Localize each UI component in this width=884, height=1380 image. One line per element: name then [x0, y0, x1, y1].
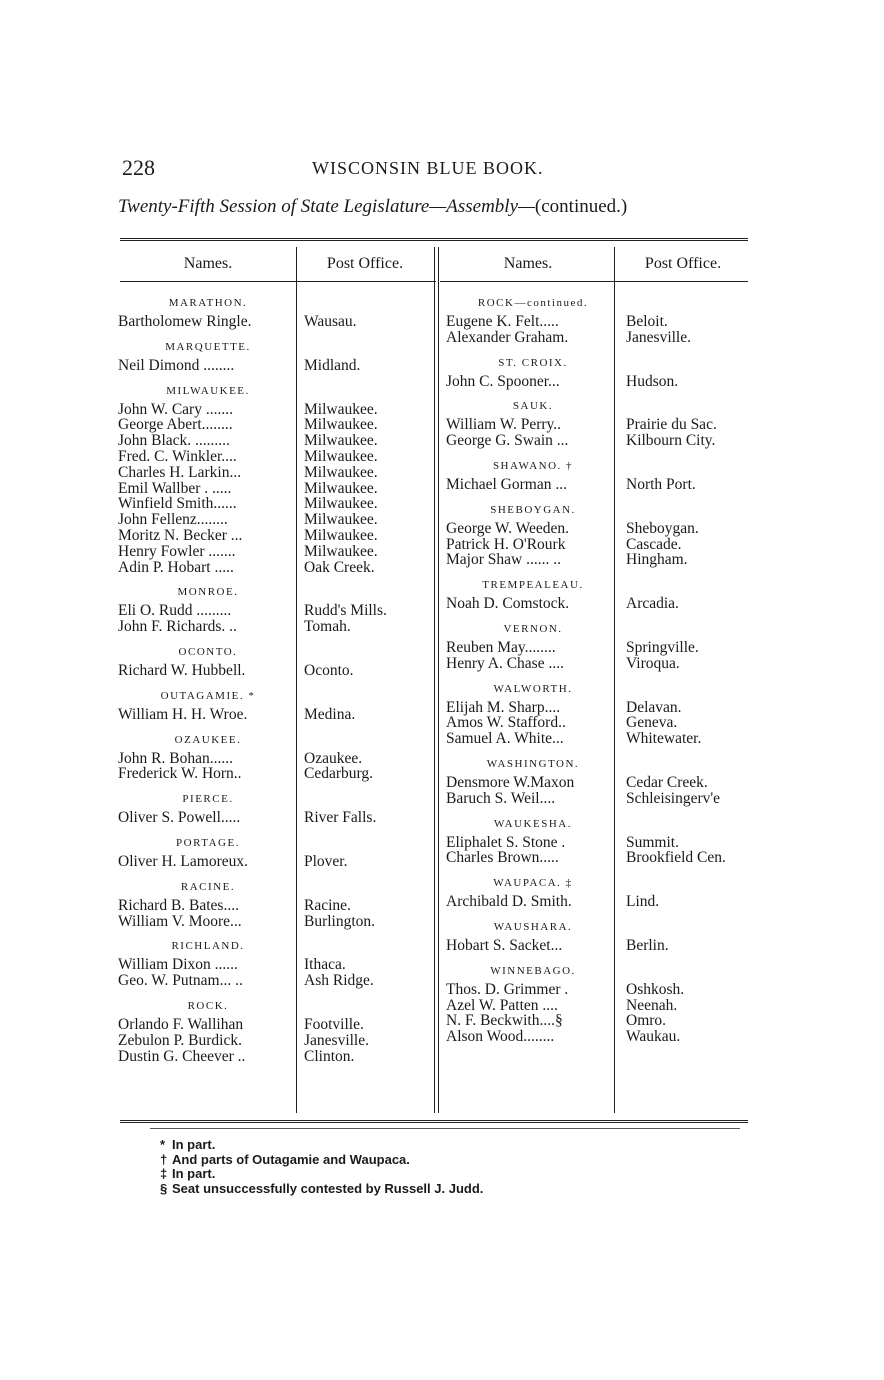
member-row	[446, 330, 752, 346]
member-name: Moritz N. Becker ...	[118, 526, 243, 544]
subtitle-text: Twenty-Fifth Session of State Legislature—Assembly—	[118, 196, 535, 217]
member-name: Neil Dimond ........	[118, 356, 235, 374]
post-office: Arcadia.	[626, 595, 679, 613]
post-office: Oshkosh.	[626, 980, 685, 998]
post-office: Rudd's Mills.	[304, 602, 387, 620]
member-row	[446, 640, 752, 656]
member-row	[118, 528, 418, 544]
county-heading: RICHLAND.	[171, 940, 245, 953]
member-name: Eliphalet S. Stone .	[446, 833, 566, 851]
member-name: Eli O. Rudd .........	[118, 602, 232, 620]
member-name: Henry Fowler .......	[118, 542, 236, 560]
footnote-mark: §	[160, 1180, 168, 1196]
member-row	[446, 374, 752, 390]
member-row	[446, 775, 752, 791]
header-rule-left	[120, 281, 436, 282]
group-spacer	[446, 1045, 752, 1051]
county-heading: ROCK—continued.	[477, 297, 589, 309]
page-header	[122, 155, 747, 183]
member-row	[118, 619, 418, 635]
post-office: Prairie du Sac.	[626, 416, 717, 434]
footnote-text: And parts of Outagamie and Waupaca.	[172, 1151, 410, 1167]
member-row	[118, 1033, 418, 1049]
post-office: Janesville.	[626, 328, 691, 346]
post-office: Milwaukee.	[304, 526, 378, 544]
county-heading: WAUKESHA.	[494, 817, 572, 830]
post-office: Wausau.	[304, 313, 357, 330]
bottom-rule	[120, 1120, 748, 1123]
member-name: Winfield Smith......	[118, 495, 237, 513]
member-name: Patrick H. O'Rourk	[446, 535, 566, 553]
post-office: Janesville.	[304, 1031, 369, 1049]
post-office: Milwaukee.	[304, 511, 378, 529]
post-office: Cascade.	[626, 535, 682, 553]
member-row	[118, 314, 418, 330]
member-row	[118, 751, 418, 767]
member-row	[118, 358, 418, 374]
county-heading: SHEBOYGAN.	[490, 503, 576, 516]
member-row	[118, 707, 418, 723]
member-row	[446, 521, 752, 537]
post-office: Oconto.	[304, 661, 354, 679]
member-name: Geo. W. Putnam... ..	[118, 972, 243, 990]
county-heading: SAUK.	[512, 400, 554, 413]
post-office: Ash Ridge.	[304, 972, 374, 990]
group-spacer	[118, 1064, 418, 1070]
member-row	[446, 552, 752, 568]
post-office: Ozaukee.	[304, 749, 363, 767]
county-heading: OCONTO.	[178, 645, 238, 658]
post-office: Neenah.	[626, 996, 678, 1014]
footnote-mark: *	[160, 1137, 166, 1152]
member-row	[446, 656, 752, 672]
post-office: Milwaukee.	[304, 432, 378, 450]
member-name: Charles H. Larkin...	[118, 463, 242, 481]
member-name: John Fellenz........	[118, 511, 228, 529]
member-row	[118, 914, 418, 930]
page-number: 228	[122, 155, 155, 180]
bottom-rule-thin	[150, 1128, 740, 1129]
footnote	[160, 1153, 483, 1168]
member-row	[446, 850, 752, 866]
footnote-mark: ‡	[160, 1166, 168, 1181]
member-name: George G. Swain ...	[446, 432, 569, 450]
post-office: Milwaukee.	[304, 495, 378, 513]
member-row	[118, 449, 418, 465]
member-row	[446, 537, 752, 553]
col-header-po-left: Post Office.	[326, 255, 404, 272]
post-office: Cedar Creek.	[626, 773, 708, 791]
member-name: Zebulon P. Burdick.	[118, 1031, 242, 1049]
col-header-names-right: Names.	[503, 255, 553, 272]
footnote-text: In part.	[172, 1166, 216, 1181]
footnote-mark: †	[160, 1151, 168, 1167]
member-name: Frederick W. Horn..	[118, 765, 242, 783]
post-office: Whitewater.	[626, 730, 702, 748]
member-name: William H. H. Wroe.	[118, 705, 248, 723]
left-column	[118, 292, 418, 1070]
member-row	[118, 898, 418, 914]
member-name: Major Shaw ...... ..	[446, 551, 561, 569]
table-subtitle	[118, 196, 627, 218]
member-name: John W. Cary .......	[118, 400, 233, 418]
post-office: Clinton.	[304, 1047, 355, 1065]
county-heading: OZAUKEE.	[174, 733, 242, 746]
member-row	[446, 314, 752, 330]
post-office: Racine.	[304, 896, 351, 914]
post-office: Milwaukee.	[304, 416, 378, 434]
post-office: Schleisingerv'e	[626, 789, 721, 807]
member-name: Fred. C. Winkler....	[118, 447, 237, 465]
county-heading: VERNON.	[503, 622, 563, 635]
county-heading: OUTAGAMIE. *	[160, 689, 256, 702]
member-name: Alson Wood........	[446, 1028, 555, 1046]
member-row	[118, 560, 418, 576]
post-office: Footville.	[304, 1015, 364, 1033]
member-row	[446, 982, 752, 998]
post-office: Brookfield Cen.	[626, 849, 726, 867]
member-row	[118, 465, 418, 481]
post-office: Milwaukee.	[304, 463, 378, 481]
member-name: N. F. Beckwith....§	[446, 1012, 563, 1030]
county-heading: WINNEBAGO.	[490, 964, 576, 977]
post-office: Ithaca.	[304, 956, 346, 974]
post-office: Summit.	[626, 833, 679, 851]
post-office: Oak Creek.	[304, 558, 375, 576]
member-row	[446, 1029, 752, 1045]
member-row	[118, 603, 418, 619]
member-row	[446, 894, 752, 910]
member-row	[118, 854, 418, 870]
footnote-text: Seat unsuccessfully contested by Russell J. Judd.	[172, 1180, 484, 1196]
header-rule-right	[440, 281, 748, 282]
member-name: Richard W. Hubbell.	[118, 661, 246, 679]
post-office: Sheboygan.	[626, 519, 699, 537]
county-heading: WAUSHARA.	[493, 920, 573, 933]
member-row	[446, 731, 752, 747]
member-name: Oliver H. Lamoreux.	[118, 852, 248, 870]
member-row	[118, 544, 418, 560]
member-row	[446, 596, 752, 612]
member-name: William W. Perry..	[446, 416, 562, 434]
post-office: Springville.	[626, 638, 699, 656]
member-row	[118, 957, 418, 973]
member-row	[118, 766, 418, 782]
member-name: Emil Wallber . .....	[118, 479, 232, 497]
post-office: Lind.	[626, 893, 660, 911]
member-name: William V. Moore...	[118, 912, 242, 930]
member-name: John C. Spooner...	[446, 372, 560, 390]
post-office: Viroqua.	[626, 654, 680, 672]
post-office: River Falls.	[304, 809, 377, 827]
member-name: Elijah M. Sharp....	[446, 698, 561, 716]
county-heading: MILWAUKEE.	[166, 384, 250, 397]
footnote	[160, 1138, 483, 1153]
county-heading: PORTAGE.	[176, 836, 240, 849]
footnote	[160, 1182, 483, 1197]
member-name: John F. Richards. ..	[118, 618, 237, 636]
col-header-names-left: Names.	[183, 255, 233, 272]
member-name: Thos. D. Grimmer .	[446, 980, 569, 998]
county-heading: ST. CROIX.	[498, 356, 568, 369]
member-name: Charles Brown.....	[446, 849, 559, 867]
county-heading: MONROE.	[177, 586, 239, 599]
member-row	[446, 417, 752, 433]
member-name: Hobart S. Sacket...	[446, 936, 563, 954]
member-name: Henry A. Chase ....	[446, 654, 564, 672]
county-heading: SHAWANO. †	[492, 459, 574, 472]
post-office: Geneva.	[626, 714, 678, 732]
book-title: WISCONSIN BLUE BOOK.	[312, 158, 544, 178]
member-name: Noah D. Comstock.	[446, 595, 570, 613]
member-row	[446, 477, 752, 493]
post-office: Milwaukee.	[304, 447, 378, 465]
post-office: Kilbourn City.	[626, 432, 716, 450]
county-heading: ROCK.	[187, 999, 229, 1012]
county-heading: WAUPACA. ‡	[493, 877, 573, 890]
right-column	[446, 292, 752, 1051]
member-name: William Dixon ......	[118, 956, 238, 974]
post-office: Tomah.	[304, 618, 351, 636]
subtitle-continued: (continued.)	[534, 196, 628, 217]
member-name: Michael Gorman ...	[446, 475, 567, 493]
post-office: Omro.	[626, 1012, 667, 1030]
member-row	[446, 1013, 752, 1029]
post-office: Delavan.	[626, 698, 682, 716]
county-heading: TREMPEALEAU.	[482, 579, 584, 592]
member-row	[118, 402, 418, 418]
member-row	[118, 496, 418, 512]
post-office: Plover.	[304, 852, 348, 870]
member-name: Alexander Graham.	[446, 328, 569, 346]
member-row	[118, 417, 418, 433]
member-name: Orlando F. Wallihan	[118, 1015, 244, 1033]
county-heading: PIERCE.	[182, 793, 234, 806]
member-name: Eugene K. Felt.....	[446, 313, 559, 330]
footnote-text: In part.	[172, 1137, 216, 1152]
member-row	[118, 433, 418, 449]
post-office: Milwaukee.	[304, 400, 378, 418]
post-office: Cedarburg.	[304, 765, 374, 783]
post-office: Waukau.	[626, 1028, 681, 1046]
post-office: Hudson.	[626, 372, 679, 390]
post-office: Milwaukee.	[304, 542, 378, 560]
member-row	[446, 938, 752, 954]
member-name: Archibald D. Smith.	[446, 893, 572, 911]
member-row	[446, 715, 752, 731]
member-name: Bartholomew Ringle.	[118, 313, 252, 330]
member-name: Densmore W.Maxon	[446, 773, 575, 791]
member-row	[446, 700, 752, 716]
post-office: Midland.	[304, 356, 361, 374]
member-name: Amos W. Stafford..	[446, 714, 566, 732]
county-heading: WASHINGTON.	[486, 757, 580, 770]
county-heading: MARATHON.	[168, 297, 248, 309]
member-row	[118, 973, 418, 989]
member-name: George Abert........	[118, 416, 233, 434]
post-office: Berlin.	[626, 936, 669, 954]
post-office: Hingham.	[626, 551, 688, 569]
member-row	[446, 791, 752, 807]
top-rule	[120, 238, 748, 244]
footnotes	[160, 1138, 483, 1196]
member-name: Oliver S. Powell.....	[118, 809, 241, 827]
member-row	[118, 481, 418, 497]
county-heading: WALWORTH.	[493, 682, 573, 695]
member-name: John Black. .........	[118, 432, 230, 450]
post-office: Burlington.	[304, 912, 376, 930]
member-name: Dustin G. Cheever ..	[118, 1047, 246, 1065]
member-name: Adin P. Hobart .....	[118, 558, 234, 576]
post-office: Medina.	[304, 705, 356, 723]
county-heading: RACINE.	[180, 880, 236, 893]
divider-2b	[438, 247, 439, 1113]
member-name: Azel W. Patten ....	[446, 996, 558, 1014]
member-row	[446, 835, 752, 851]
member-name: Baruch S. Weil....	[446, 789, 556, 807]
post-office: Milwaukee.	[304, 479, 378, 497]
member-row	[118, 1049, 418, 1065]
divider-2a	[434, 247, 435, 1113]
member-row	[446, 433, 752, 449]
member-row	[118, 663, 418, 679]
post-office: North Port.	[626, 475, 696, 493]
footnote	[160, 1167, 483, 1182]
member-name: Reuben May........	[446, 638, 556, 656]
col-header-po-right: Post Office.	[644, 255, 722, 272]
member-row	[446, 998, 752, 1014]
member-row	[118, 810, 418, 826]
county-heading: MARQUETTE.	[165, 340, 251, 353]
member-name: Samuel A. White...	[446, 730, 564, 748]
member-name: Richard B. Bates....	[118, 896, 239, 914]
post-office: Beloit.	[626, 313, 668, 330]
member-row	[118, 512, 418, 528]
member-name: George W. Weeden.	[446, 519, 570, 537]
member-row	[118, 1017, 418, 1033]
member-name: John R. Bohan......	[118, 749, 233, 767]
